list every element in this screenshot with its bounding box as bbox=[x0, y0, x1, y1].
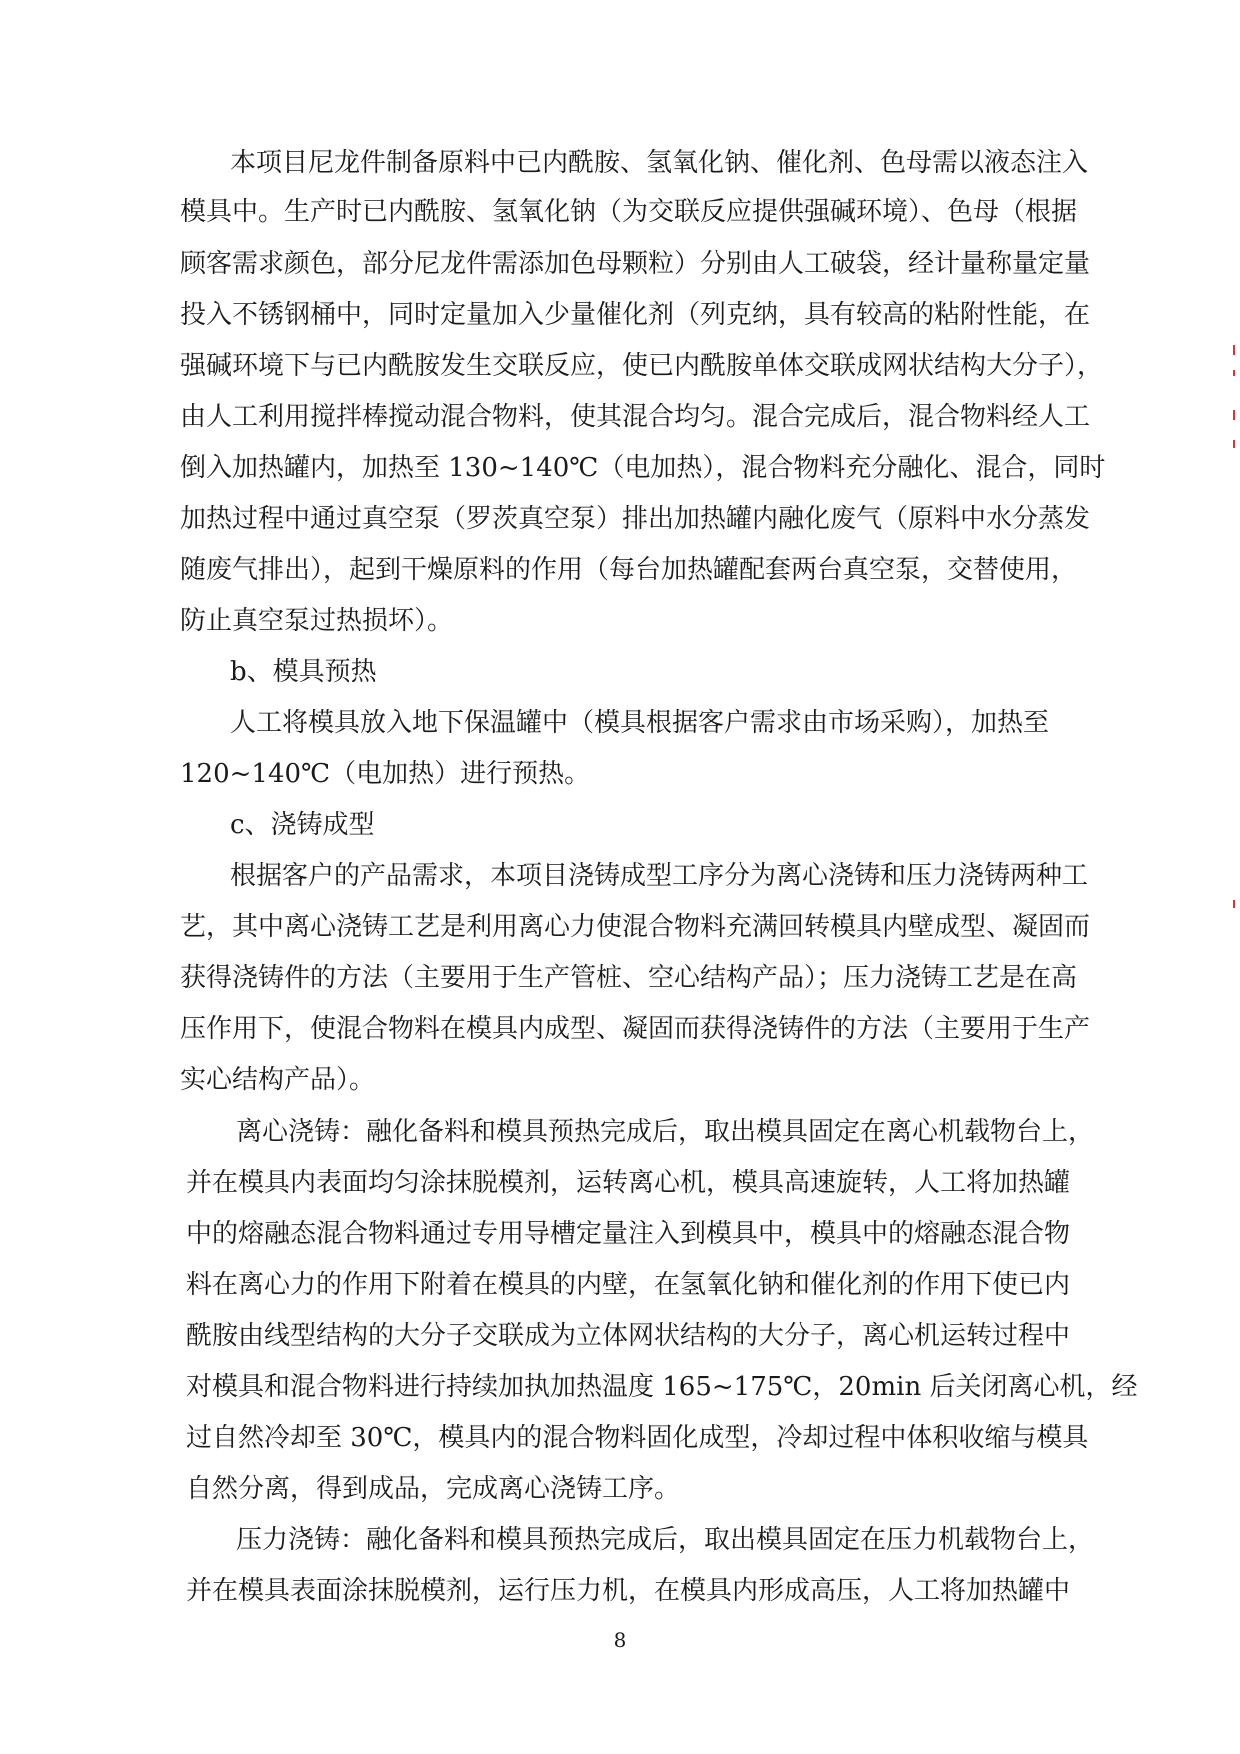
margin-mark bbox=[1233, 900, 1235, 908]
subheading-casting: c、浇铸成型 bbox=[230, 810, 375, 840]
text-line: 中的熔融态混合物料通过专用导槽定量注入到模具中，模具中的熔融态混合物 bbox=[186, 1219, 1071, 1249]
page-number: 8 bbox=[613, 1628, 627, 1652]
text-line: 压作用下，使混合物料在模具内成型、凝固而获得浇铸件的方法（主要用于生产 bbox=[180, 1014, 1091, 1044]
margin-mark bbox=[1233, 440, 1235, 448]
text-line: 加热过程中通过真空泵（罗茨真空泵）排出加热罐内融化废气（原料中水分蒸发 bbox=[180, 504, 1091, 534]
text-line: 离心浇铸：融化备料和模具预热完成后，取出模具固定在离心机载物台上， bbox=[236, 1117, 1095, 1147]
text-line: 根据客户的产品需求，本项目浇铸成型工序分为离心浇铸和压力浇铸两种工 bbox=[230, 861, 1089, 891]
text-line: 人工将模具放入地下保温罐中（模具根据客户需求由市场采购），加热至 bbox=[230, 708, 1050, 738]
text-line: 获得浇铸件的方法（主要用于生产管桩、空心结构产品）；压力浇铸工艺是在高 bbox=[180, 963, 1078, 993]
text-line: 酰胺由线型结构的大分子交联成为立体网状结构的大分子，离心机运转过程中 bbox=[186, 1321, 1071, 1351]
text-line: 并在模具表面涂抹脱模剂，运行压力机，在模具内形成高压，人工将加热罐中 bbox=[186, 1576, 1071, 1606]
margin-mark bbox=[1233, 345, 1235, 355]
text-line: 模具中。生产时已内酰胺、氢氧化钠（为交联反应提供强碱环境）、色母（根据 bbox=[180, 197, 1078, 227]
text-line: 实心结构产品）。 bbox=[180, 1065, 376, 1095]
text-line: 过自然冷却至 30℃，模具内的混合物料固化成型，冷却过程中体积收缩与模具 bbox=[186, 1423, 1089, 1453]
text-line: 投入不锈钢桶中，同时定量加入少量催化剂（列克纳，具有较高的粘附性能，在 bbox=[180, 300, 1091, 330]
text-line: 随废气排出），起到干燥原料的作用（每台加热罐配套两台真空泵，交替使用， bbox=[180, 555, 1078, 585]
text-line: 艺，其中离心浇铸工艺是利用离心力使混合物料充满回转模具内壁成型、凝固而 bbox=[180, 912, 1091, 942]
text-line: 倒入加热罐内，加热至 130~140℃（电加热），混合物料充分融化、混合，同时 bbox=[180, 453, 1106, 483]
text-line: 压力浇铸：融化备料和模具预热完成后，取出模具固定在压力机载物台上， bbox=[236, 1525, 1095, 1555]
text-line: 料在离心力的作用下附着在模具的内壁，在氢氧化钠和催化剂的作用下使已内 bbox=[186, 1270, 1071, 1300]
text-line: 自然分离，得到成品，完成离心浇铸工序。 bbox=[186, 1474, 681, 1504]
text-line: 对模具和混合物料进行持续加执加热温度 165~175℃，20min 后关闭离心机，经 bbox=[186, 1372, 1138, 1402]
text-line: 本项目尼龙件制备原料中已内酰胺、氢氧化钠、催化剂、色母需以液态注入 bbox=[230, 148, 1089, 178]
subheading-mould-preheat: b、模具预热 bbox=[230, 657, 377, 687]
text-line: 防止真空泵过热损坏）。 bbox=[180, 606, 454, 636]
text-line: 强碱环境下与已内酰胺发生交联反应，使已内酰胺单体交联成网状结构大分子）， bbox=[180, 351, 1104, 381]
text-line: 并在模具内表面均匀涂抹脱模剂，运转离心机，模具高速旋转，人工将加热罐 bbox=[186, 1168, 1071, 1198]
margin-mark bbox=[1233, 370, 1235, 376]
text-line: 顾客需求颜色，部分尼龙件需添加色母颗粒）分别由人工破袋，经计量称量定量 bbox=[180, 249, 1091, 279]
margin-mark bbox=[1233, 410, 1235, 420]
text-line: 120~140℃（电加热）进行预热。 bbox=[180, 759, 591, 789]
text-line: 由人工利用搅拌棒搅动混合物料，使其混合均匀。混合完成后，混合物料经人工 bbox=[180, 402, 1091, 432]
